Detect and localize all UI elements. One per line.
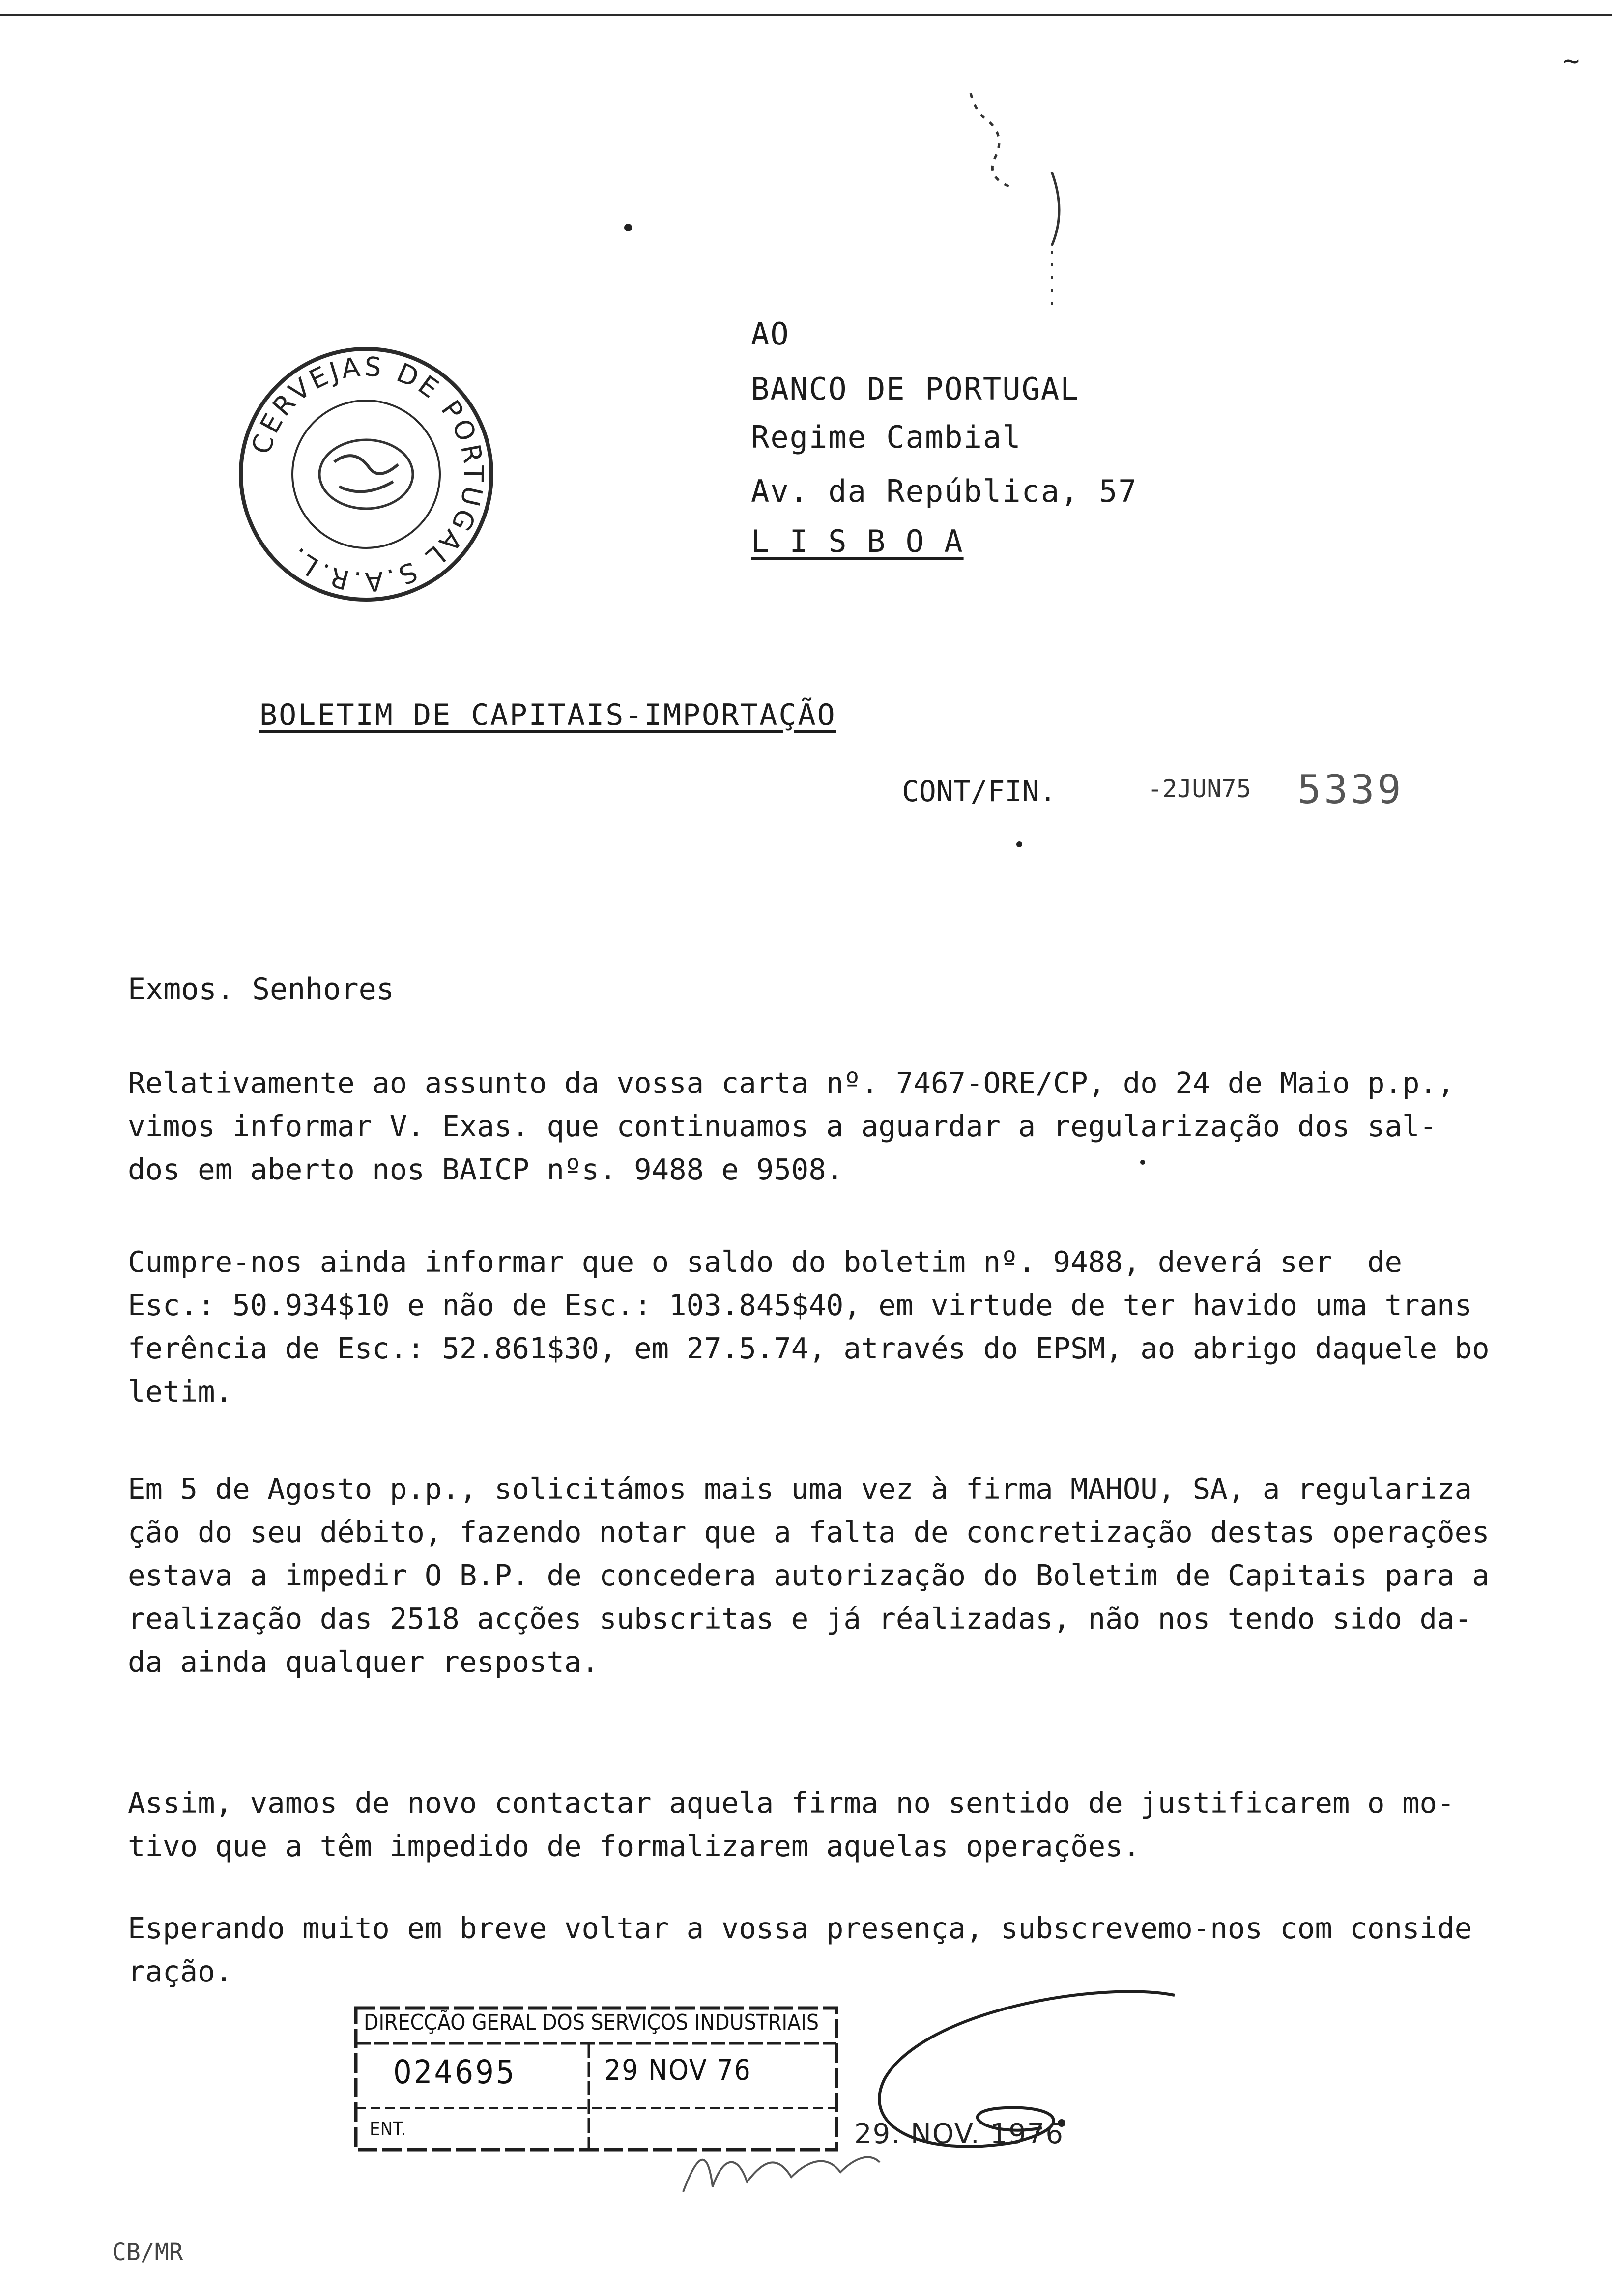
seal-ring-text: CERVEJAS DE PORTUGAL S.A.R.L. xyxy=(245,351,489,598)
receipt-stamp-header: DIRECÇÃO GERAL DOS SERVIÇOS INDUSTRIAIS xyxy=(364,2010,819,2035)
paragraph-line: realização das 2518 acções subscritas e já réalizadas, não nos tendo sido da- xyxy=(128,1602,1472,1636)
reference-number: 5339 xyxy=(1297,767,1404,812)
paragraph-4 xyxy=(128,1781,1455,1868)
receipt-stamp-number: 024695 xyxy=(393,2053,517,2091)
recipient-department: Regime Cambial xyxy=(751,419,1022,455)
recipient-to: AO xyxy=(751,316,790,352)
paragraph-1 xyxy=(128,1062,1455,1191)
top-edge-rule xyxy=(0,14,1612,16)
scan-speck xyxy=(624,224,632,231)
typist-initials: CB/MR xyxy=(112,2239,183,2266)
paragraph-line: vimos informar V. Exas. que continuamos a aguardar a regularização dos sal- xyxy=(128,1109,1438,1143)
paragraph-line: tivo que a têm impedido de formalizarem aquelas operações. xyxy=(128,1829,1141,1863)
paragraph-line: da ainda qualquer resposta. xyxy=(128,1645,600,1679)
svg-text:CERVEJAS DE PORTUGAL S.A.R.L. xyxy=(246,351,489,598)
paragraph-line: Assim, vamos de novo contactar aquela firma no sentido de justificarem o mo- xyxy=(128,1786,1455,1820)
recipient-street: Av. da República, 57 xyxy=(751,473,1138,509)
paragraph-line: dos em aberto nos BAICP nºs. 9488 e 9508. xyxy=(128,1152,844,1186)
handwritten-initials xyxy=(678,2133,885,2207)
paragraph-line: Em 5 de Agosto p.p., solicitámos mais uma vez à firma MAHOU, SA, a regulariza xyxy=(128,1472,1472,1506)
paragraph-line: ção do seu débito, fazendo notar que a falta de concretização destas operações xyxy=(128,1515,1490,1549)
date-stamp: 29. NOV. 1976 xyxy=(854,2118,1065,2150)
recipient-city: L I S B O A xyxy=(751,523,964,559)
salutation: Exmos. Senhores xyxy=(128,972,394,1006)
corner-mark: ~ xyxy=(1563,45,1580,77)
top-handwritten-mark xyxy=(924,84,1130,339)
paragraph-line: Esperando muito em breve voltar a vossa presença, subscrevemo-nos com conside xyxy=(128,1911,1472,1945)
scan-speck xyxy=(1016,841,1022,847)
receipt-stamp-entry-label: ENT. xyxy=(370,2118,406,2140)
paragraph-3 xyxy=(128,1467,1490,1684)
recipient-bank: BANCO DE PORTUGAL xyxy=(751,371,1080,407)
reference-date: -2JUN75 xyxy=(1148,775,1251,803)
company-seal xyxy=(236,344,496,604)
paragraph-line: estava a impedir O B.P. de concedera autorização do Boletim de Capitais para a xyxy=(128,1558,1490,1592)
paragraph-line: ração. xyxy=(128,1954,233,1988)
letter-subject: BOLETIM DE CAPITAIS-IMPORTAÇÃO xyxy=(259,698,836,732)
paragraph-line: Relativamente ao assunto da vossa carta nº. 7467-ORE/CP, do 24 de Maio p.p., xyxy=(128,1066,1455,1100)
paragraph-line: Esc.: 50.934$10 e não de Esc.: 103.845$40, em virtude de ter havido uma trans xyxy=(128,1288,1472,1322)
paragraph-line: ferência de Esc.: 52.861$30, em 27.5.74, através do EPSM, ao abrigo daquele bo xyxy=(128,1331,1490,1365)
paragraph-5 xyxy=(128,1907,1472,1993)
paragraph-2 xyxy=(128,1240,1490,1413)
paragraph-line: letim. xyxy=(128,1375,233,1408)
receipt-stamp-date: 29 NOV 76 xyxy=(604,2053,751,2087)
paragraph-line: Cumpre-nos ainda informar que o saldo do boletim nº. 9488, deverá ser de xyxy=(128,1245,1403,1279)
reference-code: CONT/FIN. xyxy=(902,775,1057,808)
